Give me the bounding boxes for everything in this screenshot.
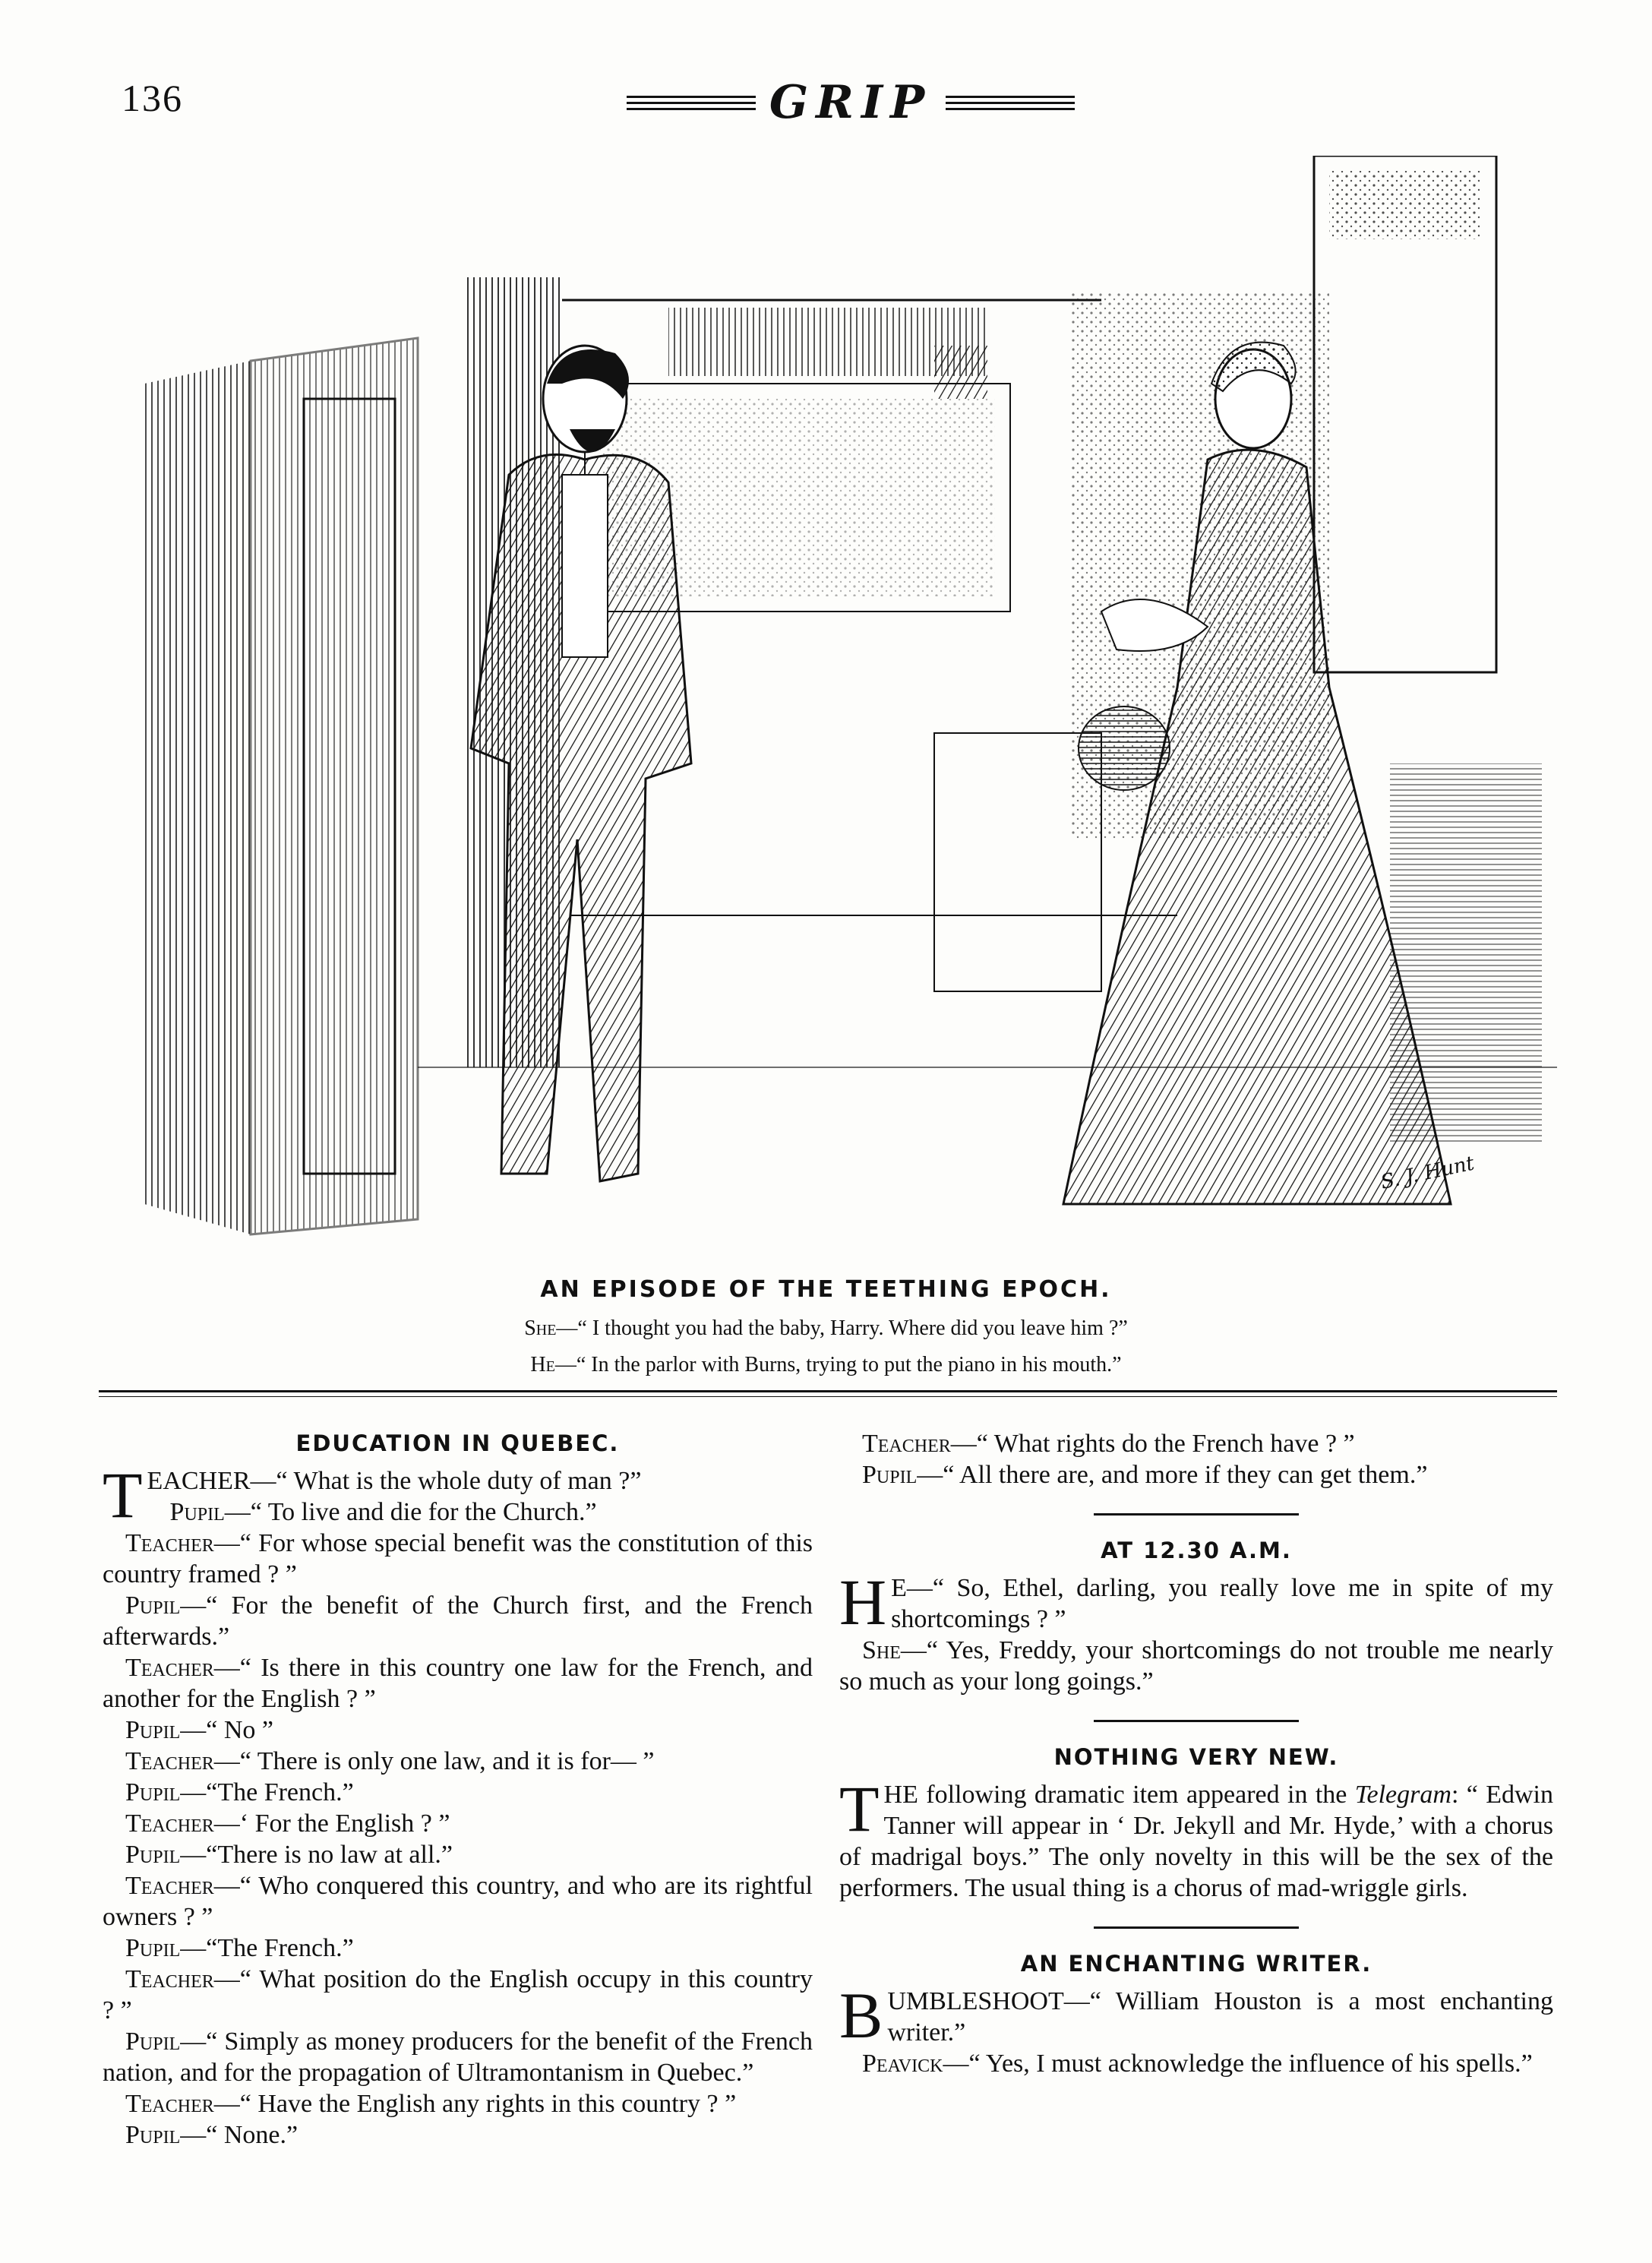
dialogue-text: —“The French.” [180, 1778, 354, 1806]
dialogue-text: —“ Have the English any rights in this country ? ” [213, 2090, 737, 2118]
left-column [103, 1428, 813, 2151]
caption-speaker: She [524, 1316, 557, 1340]
speaker: Peavick [862, 2050, 943, 2078]
artist-signature: S. J. Hunt [1379, 1152, 1477, 1194]
article-text: HE following dramatic item appeared in the [883, 1781, 1355, 1809]
speaker: Pupil [125, 2121, 181, 2149]
speaker: Pupil [169, 1498, 225, 1526]
short-divider [1094, 1513, 1299, 1516]
speaker: Teacher [125, 1809, 214, 1838]
speaker: Teacher [125, 1965, 214, 1993]
heading-education-in-quebec: EDUCATION IN QUEBEC. [295, 1430, 620, 1456]
dialogue-text: —“ William Houston is a most enchanting writer.” [887, 1987, 1553, 2046]
dropcap: H [839, 1566, 887, 1639]
right-column [839, 1428, 1553, 2079]
page-number: 136 [122, 77, 183, 119]
cartoon-caption-line-1 [0, 1316, 1652, 1341]
cartoon-illustration [114, 156, 1572, 1272]
magazine-title: GRIP [769, 76, 933, 129]
dropcap: T [103, 1459, 143, 1531]
dialogue-text: —“ Simply as money producers for the benefit of the French nation, and for the propagation of Ultramontanism in Quebec.” [103, 2028, 813, 2087]
dialogue-text: —“There is no law at all.” [180, 1841, 453, 1869]
dialogue-text: —“ There is only one law, and it is for— ” [213, 1747, 655, 1775]
caption-text: —“ In the parlor with Burns, trying to put the piano in his mouth.” [554, 1353, 1122, 1376]
dialogue-text: —“ What position do the English occupy in this country ? ” [103, 1965, 813, 2024]
cartoon-caption-title: AN EPISODE OF THE TEETHING EPOCH. [540, 1276, 1112, 1303]
dialogue-text: —“ Is there in this country one law for the French, and another for the English ? ” [103, 1654, 813, 1713]
speaker: She [862, 1636, 901, 1664]
short-divider [1094, 1926, 1299, 1929]
masthead-rule-right [946, 96, 1075, 110]
dialogue-text: —“ What rights do the French have ? ” [950, 1430, 1355, 1458]
dialogue-text: —“The French.” [180, 1934, 354, 1962]
speaker: Teacher [125, 2090, 214, 2118]
speaker: Pupil [125, 1591, 181, 1620]
dialogue-text: —“ What is the whole duty of man ?” [250, 1467, 642, 1495]
dialogue-text: —“ No ” [180, 1716, 273, 1744]
newspaper-name: Telegram [1354, 1781, 1451, 1809]
caption-speaker: He [530, 1353, 555, 1376]
speaker: Teacher [862, 1430, 951, 1458]
folding-screen [144, 338, 418, 1234]
speaker: Pupil [862, 1461, 918, 1489]
dialogue-text: —“ For whose special benefit was the constitution of this country framed ? ” [103, 1529, 813, 1588]
heading-nothing-very-new: NOTHING VERY NEW. [1053, 1744, 1339, 1770]
speaker: Pupil [125, 1841, 181, 1869]
short-divider [1094, 1720, 1299, 1722]
speaker: UMBLESHOOT [887, 1987, 1064, 2015]
speaker: Teacher [125, 1872, 214, 1900]
speaker: E [891, 1574, 907, 1602]
section-divider-thin [99, 1396, 1557, 1397]
dialogue-text: —“ All there are, and more if they can get them.” [917, 1461, 1428, 1489]
dropcap: B [839, 1979, 883, 2052]
speaker: Pupil [125, 2028, 181, 2056]
dropcap: T [839, 1772, 880, 1845]
speaker: Pupil [125, 1716, 181, 1744]
masthead-rule-left [627, 96, 756, 110]
dialogue-text: —“ Yes, I must acknowledge the influence of his spells.” [943, 2050, 1533, 2078]
dialogue-text: —‘ For the English ? ” [213, 1809, 450, 1838]
cartoon-caption-line-2 [0, 1353, 1652, 1377]
caption-text: —“ I thought you had the baby, Harry. Where did you leave him ?” [556, 1316, 1128, 1340]
dialogue-text: —“ Yes, Freddy, your shortcomings do not trouble me nearly so much as your long goings.” [839, 1636, 1553, 1696]
heading-at-1230: AT 12.30 A.M. [1101, 1538, 1292, 1563]
dialogue-text: —“ For the benefit of the Church first, and the French afterwards.” [103, 1591, 813, 1651]
section-divider [99, 1390, 1557, 1392]
article-text: : “ Edwin Tanner will appear in ‘ Dr. Jekyll and Mr. Hyde,’ with a chorus of madrigal boys.” The only novelty in this will be the sex of the performers. The usual thing is a chorus of mad-wriggle girls. [839, 1781, 1553, 1902]
speaker: Teacher [125, 1747, 214, 1775]
speaker: Teacher [125, 1654, 214, 1682]
speaker: Teacher [125, 1529, 214, 1557]
heading-enchanting-writer: AN ENCHANTING WRITER. [1020, 1951, 1372, 1977]
dialogue-text: —“ Who conquered this country, and who are its rightful owners ? ” [103, 1872, 813, 1931]
dialogue-text: —“ None.” [180, 2121, 298, 2149]
speaker: EACHER [147, 1467, 251, 1495]
speaker: Pupil [125, 1934, 181, 1962]
dialogue-text: —“ To live and die for the Church.” [224, 1498, 597, 1526]
speaker: Pupil [125, 1778, 181, 1806]
masthead [592, 76, 1109, 129]
dialogue-text: —“ So, Ethel, darling, you really love me in spite of my shortcomings ? ” [891, 1574, 1553, 1633]
